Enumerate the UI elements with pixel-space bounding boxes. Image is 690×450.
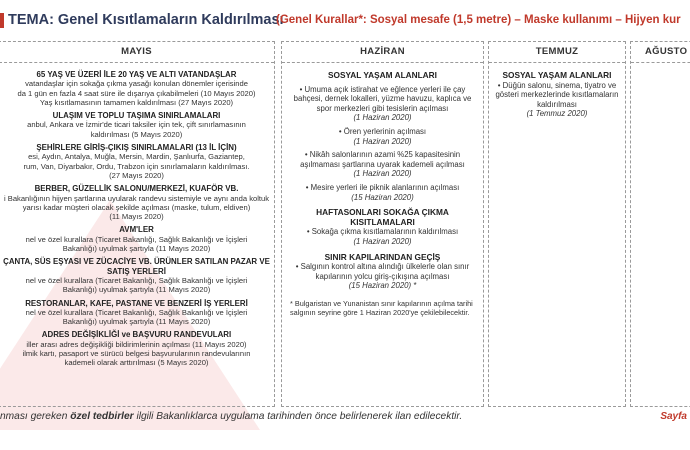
- mayis-section-heading: BERBER, GÜZELLİK SALONU/MERKEZİ, KUAFÖR VB.: [34, 184, 239, 194]
- mayis-section-heading: RESTORANLAR, KAFE, PASTANE VE BENZERİ İŞ YERLERİ: [25, 298, 248, 308]
- haziran-item: [290, 262, 475, 291]
- haziran-item: [290, 183, 475, 202]
- haziran-item-text: • Umuma açık istirahat ve eğlence yerleri ile çay bahçesi, dernek lokalleri, yüzme havuzu, kaplıca ve spor merkezleri gibi tesislerin açılması: [293, 84, 472, 113]
- mayis-section-line: yarısı kadar müşteri olacak şekilde açılması (maske, tulum, eldiven): [22, 202, 251, 212]
- haziran-item: [290, 127, 475, 146]
- mayis-section-heading: ŞEHİRLERE GİRİŞ-ÇIKIŞ SINIRLAMALARI (13 İL İÇİN): [36, 143, 237, 153]
- mayis-section-line: ilmik kartı, pasaport ve sürücü belgesi başvurularının randevularının: [22, 349, 251, 359]
- haziran-item-text: • Salgının kontrol altına alındığı ülkelerle olan sınır kapılarının yolcu giriş-çıkışına açılması: [295, 262, 470, 281]
- haziran-footnote: * Bulgaristan ve Yunanistan sınır kapılarının açılma tarihi salgının seyrine göre 1 Haziran 2020'ye çekilebilecektir.: [290, 298, 473, 317]
- general-rules-subtitle: (Genel Kurallar*: Sosyal mesafe (1,5 metre) – Maske kullanımı – Hijyen kur: [276, 14, 681, 26]
- mayis-section-line: nel ve özel kurallara (Ticaret Bakanlığı, Sağlık Bakanlığı ve İçişleri: [25, 275, 248, 285]
- title-accent-mark: [0, 13, 4, 28]
- mayis-section: [1, 257, 272, 294]
- column-header-agustos: AĞUSTO: [631, 42, 690, 63]
- haziran-item-list: [290, 85, 475, 203]
- mayis-section-line: Bakanlığı) uyulmak şartıyla (11 Mayıs 2020): [62, 317, 211, 327]
- haziran-item-text: • Nikâh salonlarının azami %25 kapasitesinin aşılmaması şartlarına uyarak kademeli açılması: [300, 150, 465, 169]
- haziran-item-text: • Mesire yerleri ile piknik alanlarının açılması: [305, 182, 460, 192]
- haziran-item-date: (1 Haziran 2020): [353, 236, 412, 246]
- mayis-section-heading: AVM'LER: [119, 225, 154, 235]
- column-header-temmuz: TEMMUZ: [489, 42, 625, 63]
- mayis-section-line: iller arası adres değişikliği bildirimlerinin açılması (11 Mayıs 2020): [26, 339, 247, 349]
- haziran-item: [290, 150, 475, 179]
- mayis-section-line: esi, Aydın, Antalya, Muğla, Mersin, Mardin, Şanlıurfa, Gaziantep,: [28, 152, 245, 162]
- haziran-section-heading: SINIR KAPILARINDAN GEÇİŞ: [324, 251, 441, 262]
- mayis-section-line: vatandaşlar için sokağa çıkma yasağı konulan dönemler içerisinde: [25, 79, 248, 89]
- haziran-item-date: (1 Haziran 2020): [353, 136, 412, 146]
- mayis-section: [1, 330, 272, 367]
- mayis-section-heading: ADRES DEĞİŞİKLİĞİ ve BAŞVURU RANDEVULARI: [41, 330, 232, 340]
- mayis-section: [1, 184, 272, 221]
- mayis-section-heading: ULAŞIM VE TOPLU TAŞIMA SINIRLAMALARI: [52, 111, 221, 121]
- haziran-item-text: • Ören yerlerinin açılması: [338, 126, 427, 136]
- mayis-section-line: Bakanlığı) uyulmak şartıyla (11 Mayıs 2020): [62, 285, 211, 295]
- mayis-section: [1, 299, 272, 327]
- mayis-section: [1, 70, 272, 107]
- mayis-section-heading: ÇANTA, SÜS EŞYASI VE ZÜCACİYE VB. ÜRÜNLER SATILAN PAZAR VE SATIŞ YERLERİ: [3, 257, 270, 276]
- mayis-section-line: kaldırılması (5 Mayıs 2020): [90, 129, 183, 139]
- mayis-section: [1, 111, 272, 139]
- haziran-item: [290, 227, 475, 246]
- mayis-section-line: (11 Mayıs 2020): [109, 212, 164, 222]
- mayis-section-line: Yaş kısıtlamasının tamamen kaldırılması (27 Mayıs 2020): [39, 97, 234, 107]
- title-bar: [0, 10, 690, 32]
- column-body-mayis: [0, 63, 274, 373]
- mayis-section-line: da 1 gün en fazla 4 saat süre ile dışarıya çıkabilmeleri (10 Mayıs 2020): [17, 88, 256, 98]
- footer-text-bold: özel tedbirler: [70, 411, 134, 422]
- column-mayis: [0, 41, 275, 407]
- mayis-section-heading: 65 YAŞ VE ÜZERİ İLE 20 YAŞ VE ALTI VATANDAŞLAR: [36, 70, 237, 79]
- haziran-section-heading: HAFTASONLARI SOKAĞA ÇIKMA KISITLAMALARI: [316, 207, 449, 227]
- page-title: TEMA: Genel Kısıtlamaların Kaldırılması: [8, 12, 284, 28]
- temmuz-item-text: • Düğün salonu, sinema, tiyatro ve gösteri merkezlerinde kısıtlamaların kaldırılması: [495, 80, 619, 109]
- haziran-item-date: (15 Haziran 2020) *: [348, 281, 417, 291]
- column-body-haziran: [282, 63, 483, 321]
- footer-text-post: ilgili Bakanlıklarca uygulama tarihinden önce belirlenerek ilan edilecektir.: [133, 411, 463, 422]
- column-haziran: [281, 41, 484, 407]
- column-body-temmuz: [489, 63, 625, 123]
- mayis-section-line: i Bakanlığının hijyen şartlarına uyularak randevu sistemiyle ve aynı anda koltuk: [3, 193, 270, 203]
- mayis-section-line: nel ve özel kurallara (Ticaret Bakanlığı, Sağlık Bakanlığı ve İçişleri: [25, 234, 248, 244]
- mayis-section-line: rum, Van, Diyarbakır, Ordu, Trabzon için sınırlamaların kaldırılması.: [23, 161, 250, 171]
- footer-note: [0, 411, 690, 427]
- footer-text-pre: nması gereken: [0, 411, 71, 422]
- mayis-section-line: anbul, Ankara ve İzmir'de ticari taksiler için tek, çift sınırlamasının: [27, 120, 246, 130]
- page-label: Sayfa: [660, 411, 687, 422]
- column-header-mayis: MAYIS: [0, 42, 274, 63]
- mayis-section-line: Bakanlığı) uyulmak şartıyla (11 Mayıs 2020): [62, 244, 211, 254]
- column-header-haziran: HAZİRAN: [282, 42, 483, 63]
- temmuz-section-heading: SOSYAL YAŞAM ALANLARI: [502, 70, 612, 80]
- mayis-section-line: (27 Mayıs 2020): [109, 170, 164, 180]
- column-temmuz: [488, 41, 626, 407]
- mayis-section: [1, 225, 272, 253]
- haziran-item-date: (15 Haziran 2020): [351, 192, 414, 202]
- mayis-section-line: nel ve özel kurallara (Ticaret Bakanlığı, Sağlık Bakanlığı ve İçişleri: [25, 307, 248, 317]
- mayis-section: [1, 143, 272, 180]
- temmuz-item-date: (1 Temmuz 2020): [526, 109, 588, 119]
- column-agustos: [630, 41, 690, 407]
- haziran-item: [290, 85, 475, 123]
- haziran-item-text: • Sokağa çıkma kısıtlamalarının kaldırılması: [306, 227, 459, 237]
- haziran-item-date: (1 Haziran 2020): [353, 113, 412, 123]
- haziran-item-date: (1 Haziran 2020): [353, 169, 412, 179]
- haziran-section-heading: SOSYAL YAŞAM ALANLARI: [328, 70, 437, 80]
- mayis-section-line: kademeli olarak arttırılması (5 Mayıs 2020): [64, 358, 209, 368]
